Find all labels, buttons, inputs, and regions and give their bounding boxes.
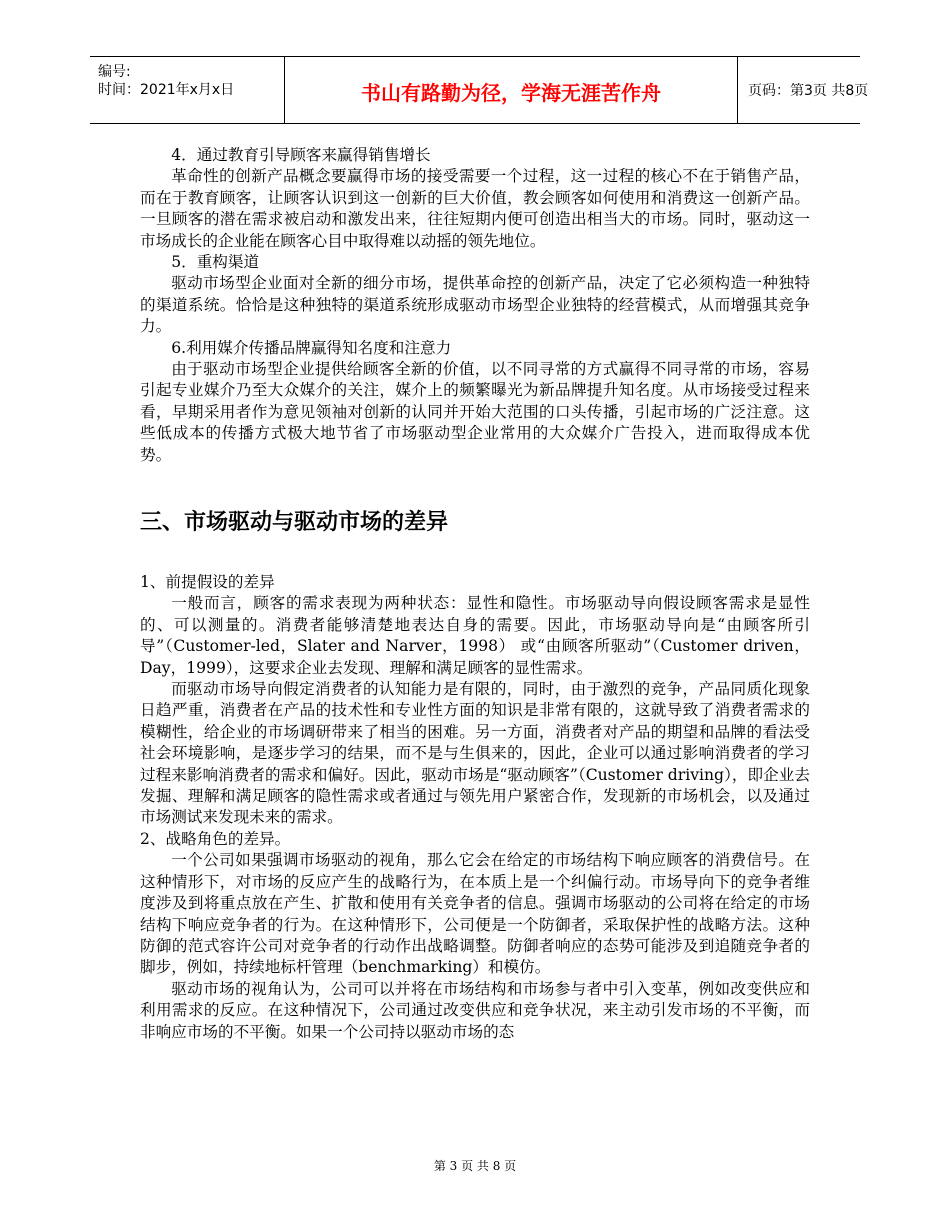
header-motto-cell [284, 57, 738, 123]
subheading: 2、战略角色的差异。 [140, 829, 291, 848]
header-meta-cell [90, 57, 284, 123]
paragraph: 由于驱动市场型企业提供给顾客全新的价值，以不同寻常的方式赢得不同寻常的市场，容易引起专业媒介乃至大众媒介的关注，媒介上的频繁曝光为新品牌提升知名度。从市场接受过程来看，早期采用者作为意见领袖对创新的认同并开始大范围的口头传播，引起市场的广泛注意。这些低成本的传播方式极大地节省了市场驱动型企业常用的大众媒介广告投入，进而取得成本优势。 [140, 360, 810, 464]
paragraph: 一般而言，顾客的需求表现为两种状态：显性和隐性。市场驱动导向假设顾客需求是显性的、可以测量的。消费者能够清楚地表达自身的需要。因此，市场驱动导向是“由顾客所引导”（Customer-led，Slater and Narver，1998） 或“由顾客所驱动”（Customer driven，Day，1999），这要求企业去发现、理解和满足顾客的显性需求。 [140, 594, 810, 677]
motto: 书山有路勤为径，学海无涯苦作舟 [361, 81, 661, 105]
subheading: 4．通过教育引导顾客来赢得销售增长 [171, 146, 431, 164]
serial-label: 编号: [98, 64, 131, 80]
paragraph: 驱动市场型企业面对全新的细分市场，提供革命控的创新产品，决定了它必须构造一种独特的渠道系统。恰恰是这种独特的渠道系统形成驱动市场型企业独特的经营模式，从而增强其竞争力。 [140, 274, 810, 336]
section-b-body [140, 572, 810, 1043]
subheading: 5．重构渠道 [171, 253, 260, 272]
subheading: 6.利用媒介传播品牌赢得知名度和注意力 [171, 338, 452, 357]
page-header [90, 56, 869, 124]
page-footer: 第 3 页 共 8 页 [433, 1159, 517, 1173]
paragraph: 而驱动市场导向假定消费者的认知能力是有限的，同时，由于激烈的竞争，产品同质化现象日趋严重，消费者在产品的技术性和专业性方面的知识是非常有限的，这就导致了消费者需求的模糊性，给企业的市场调研带来了相当的困难。另一方面，消费者对产品的期望和品牌的看法受社会环境影响，是逐步学习的结果，而不是与生俱来的，因此，企业可以通过影响消费者的学习过程来影响消费者的需求和偏好。因此，驱动市场是“驱动顾客”（Customer driving），即企业去发掘、理解和满足顾客的隐性需求或者通过与领先用户紧密合作，发现新的市场机会，以及通过市场测试来发现未来的需求。 [140, 680, 810, 827]
section-a-body [140, 145, 810, 466]
header-page-cell [738, 57, 869, 123]
paragraph: 驱动市场的视角认为，公司可以并将在市场结构和市场参与者中引入变革，例如改变供应和利用需求的反应。在这种情况下，公司通过改变供应和竞争状况，来主动引发市场的不平衡，而非响应市场的不平衡。如果一个公司持以驱动市场的态 [140, 979, 810, 1041]
time-label: 时间：2021年x月x日 [98, 82, 235, 98]
paragraph: 革命性的创新产品概念要赢得市场的接受需要一个过程，这一过程的核心不在于销售产品，而在于教育顾客，让顾客认识到这一创新的巨大价值，教会顾客如何使用和消费这一创新产品。一旦顾客的潜在需求被启动和激发出来，往往短期内便可创造出相当大的市场。同时，驱动这一市场成长的企业能在顾客心目中取得难以动摇的领先地位。 [140, 167, 810, 250]
paragraph: 一个公司如果强调市场驱动的视角，那么它会在给定的市场结构下响应顾客的消费信号。在这种情形下，对市场的反应产生的战略行为，在本质上是一个纠偏行动。市场导向下的竞争者维度涉及到将重点放在产生、扩散和使用有关竞争者的信息。强调市场驱动的公司将在给定的市场结构下响应竞争者的行为。在这种情形下，公司便是一个防御者，采取保护性的战略方法。这种防御的范式容许公司对竞争者的行动作出战略调整。防御者响应的态势可能涉及到追随竞争者的脚步，例如，持续地标杆管理（benchmarking）和模仿。 [140, 851, 810, 977]
section-heading: 三、市场驱动与驱动市场的差异 [140, 510, 449, 535]
page-info: 页码：第3页 共8页 [748, 83, 869, 99]
subheading: 1、前提假设的差异 [140, 573, 275, 591]
